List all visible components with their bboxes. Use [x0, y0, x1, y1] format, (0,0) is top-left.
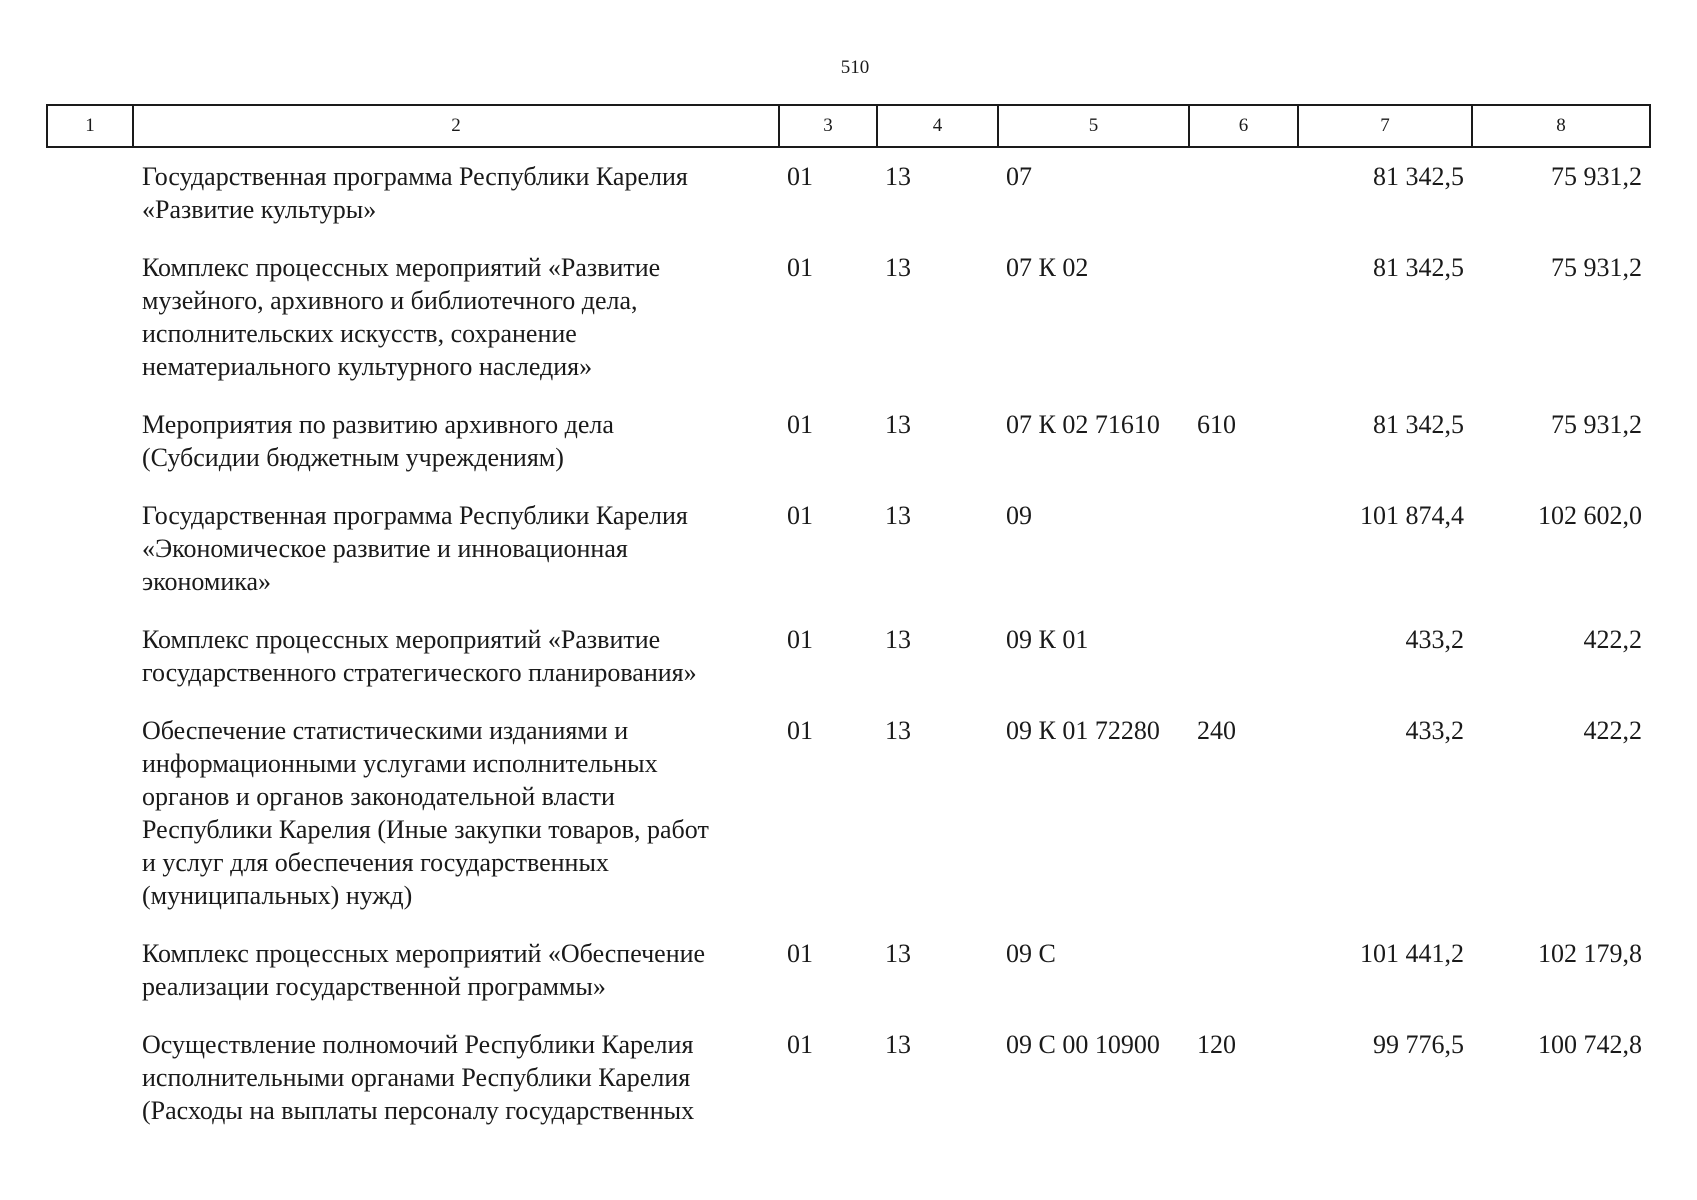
row-number-cell: [47, 147, 133, 239]
section-code: 01: [787, 162, 813, 191]
item-name-cell: [133, 396, 779, 487]
table-row: [47, 487, 1650, 611]
target-code: 09 К 01: [1006, 625, 1089, 654]
item-name-line: и услуг для обеспечения государственных: [142, 848, 609, 877]
subsection-code: 13: [885, 253, 911, 282]
item-name-line: «Развитие культуры»: [142, 195, 377, 224]
amount-col-8: 102 179,8: [1538, 939, 1642, 968]
row-number-cell: [47, 925, 133, 1016]
item-name-line: Государственная программа Республики Карелия: [142, 501, 688, 530]
item-name-cell: [133, 147, 779, 239]
expense-type-code: [1189, 239, 1298, 396]
target-code: 07 К 02 71610: [1006, 410, 1160, 439]
column-header: 3: [779, 105, 877, 147]
column-header: 1: [47, 105, 133, 147]
subsection-code: 13: [885, 625, 911, 654]
section-code: 01: [787, 1030, 813, 1059]
item-name-line: Республики Карелия (Иные закупки товаров, работ: [142, 815, 709, 844]
target-code: 09: [1006, 501, 1032, 530]
amount-col-8: 75 931,2: [1551, 162, 1642, 191]
table-row: [47, 1016, 1650, 1140]
expense-type-code: [1189, 611, 1298, 702]
item-name-line: исполнительских искусств, сохранение: [142, 319, 577, 348]
table-row: [47, 147, 1650, 239]
table-header-row: [47, 105, 1650, 147]
amount-col-7: 81 342,5: [1373, 253, 1464, 282]
item-name-line: Государственная программа Республики Карелия: [142, 162, 688, 191]
expense-type-code: 240: [1197, 716, 1236, 745]
subsection-code: 13: [885, 410, 911, 439]
item-name-cell: [133, 487, 779, 611]
row-number-cell: [47, 702, 133, 925]
table-row: [47, 925, 1650, 1016]
item-name-cell: [133, 925, 779, 1016]
item-name-line: Осуществление полномочий Республики Карелия: [142, 1030, 694, 1059]
table-body: [47, 147, 1650, 1140]
row-number-cell: [47, 487, 133, 611]
amount-col-8: 75 931,2: [1551, 410, 1642, 439]
row-number-cell: [47, 1016, 133, 1140]
subsection-code: 13: [885, 501, 911, 530]
expense-type-code: [1189, 147, 1298, 239]
expense-type-code: 610: [1197, 410, 1236, 439]
section-code: 01: [787, 253, 813, 282]
item-name-cell: [133, 611, 779, 702]
expense-type-code: [1189, 925, 1298, 1016]
table-row: [47, 239, 1650, 396]
item-name-line: (Расходы на выплаты персоналу государственных: [142, 1096, 695, 1125]
target-code: 07 К 02: [1006, 253, 1089, 282]
page-number: 510: [840, 57, 870, 78]
item-name-cell: [133, 239, 779, 396]
item-name-line: музейного, архивного и библиотечного дела,: [142, 286, 638, 315]
row-number-cell: [47, 239, 133, 396]
amount-col-8: 100 742,8: [1538, 1030, 1642, 1059]
subsection-code: 13: [885, 939, 911, 968]
column-header: 4: [877, 105, 998, 147]
column-header: 5: [998, 105, 1189, 147]
section-code: 01: [787, 625, 813, 654]
budget-table: [46, 104, 1651, 1140]
amount-col-7: 101 441,2: [1360, 939, 1464, 968]
item-name-cell: [133, 702, 779, 925]
amount-col-7: 101 874,4: [1360, 501, 1464, 530]
item-name-line: реализации государственной программы»: [142, 972, 606, 1001]
amount-col-7: 99 776,5: [1373, 1030, 1464, 1059]
item-name-line: исполнительными органами Республики Карелия: [142, 1063, 691, 1092]
row-number-cell: [47, 396, 133, 487]
item-name-line: Обеспечение статистическими изданиями и: [142, 716, 629, 745]
item-name-line: Комплекс процессных мероприятий «Обеспечение: [142, 939, 706, 968]
item-name-line: Комплекс процессных мероприятий «Развитие: [142, 625, 661, 654]
amount-col-8: 422,2: [1583, 625, 1642, 654]
amount-col-7: 81 342,5: [1373, 162, 1464, 191]
item-name-line: «Экономическое развитие и инновационная: [142, 534, 628, 563]
target-code: 09 С: [1006, 939, 1056, 968]
amount-col-8: 102 602,0: [1538, 501, 1642, 530]
amount-col-8: 75 931,2: [1551, 253, 1642, 282]
expense-type-code: 120: [1197, 1030, 1236, 1059]
amount-col-7: 433,2: [1405, 716, 1464, 745]
item-name-cell: [133, 1016, 779, 1140]
subsection-code: 13: [885, 1030, 911, 1059]
item-name-line: (муниципальных) нужд): [142, 881, 413, 910]
amount-col-8: 422,2: [1583, 716, 1642, 745]
item-name-line: Комплекс процессных мероприятий «Развитие: [142, 253, 661, 282]
item-name-line: (Субсидии бюджетным учреждениям): [142, 443, 564, 472]
subsection-code: 13: [885, 162, 911, 191]
section-code: 01: [787, 501, 813, 530]
item-name-line: Мероприятия по развитию архивного дела: [142, 410, 614, 439]
table-row: [47, 702, 1650, 925]
target-code: 07: [1006, 162, 1032, 191]
section-code: 01: [787, 716, 813, 745]
section-code: 01: [787, 939, 813, 968]
item-name-line: государственного стратегического планирования»: [142, 658, 697, 687]
section-code: 01: [787, 410, 813, 439]
amount-col-7: 81 342,5: [1373, 410, 1464, 439]
column-header: 2: [133, 105, 779, 147]
row-number-cell: [47, 611, 133, 702]
subsection-code: 13: [885, 716, 911, 745]
target-code: 09 С 00 10900: [1006, 1030, 1160, 1059]
item-name-line: информационными услугами исполнительных: [142, 749, 658, 778]
column-header: 8: [1472, 105, 1650, 147]
table-row: [47, 396, 1650, 487]
amount-col-7: 433,2: [1405, 625, 1464, 654]
expense-type-code: [1189, 487, 1298, 611]
column-header: 7: [1298, 105, 1472, 147]
table-row: [47, 611, 1650, 702]
item-name-line: нематериального культурного наследия»: [142, 352, 593, 381]
column-header: 6: [1189, 105, 1298, 147]
item-name-line: экономика»: [142, 567, 272, 596]
item-name-line: органов и органов законодательной власти: [142, 782, 615, 811]
target-code: 09 К 01 72280: [1006, 716, 1160, 745]
